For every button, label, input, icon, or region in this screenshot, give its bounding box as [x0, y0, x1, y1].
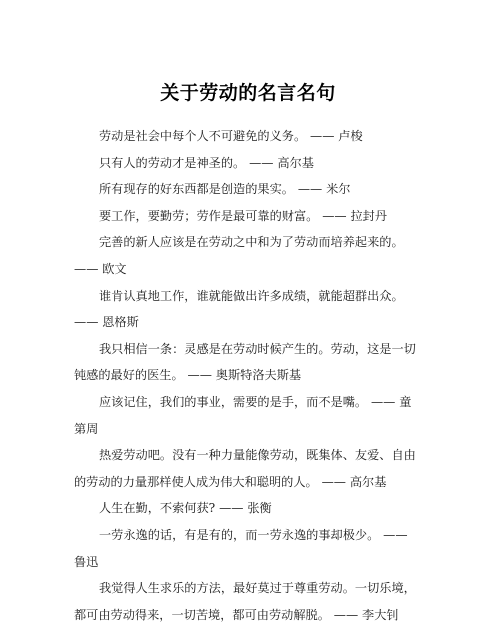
quote-item: 人生在勤，不索何获? —— 张衡: [99, 501, 272, 516]
quote-item: 我只相信一条：灵感是在劳动时候产生的。劳动，这是一切钝感的最好的医生。 —— 奥斯特洛夫斯基: [74, 341, 416, 383]
quote-item: 应该记住，我们的事业，需要的是手，而不是嘴。 —— 童第周: [74, 394, 412, 436]
quote-item: 所有现存的好东西都是创造的果实。 —— 米尔: [99, 182, 351, 197]
quote-item: 一劳永逸的话，有是有的，而一劳永逸的事却极少。 —— 鲁迅: [74, 527, 408, 569]
quote-item: 我觉得人生求乐的方法，最好莫过于尊重劳动。一切乐境，都可由劳动得来，一切苦境，都可由劳动解脱。 —— 李大钊: [74, 581, 416, 622]
quote-item: 要工作，要勤劳；劳作是最可靠的财富。 —— 拉封丹: [99, 208, 388, 223]
quote-item: 谁肯认真地工作，谁就能做出许多成绩，就能超群出众。—— 恩格斯: [74, 288, 404, 330]
quote-item: 热爱劳动吧。没有一种力量能像劳动，既集体、友爱、自由的劳动的力量那样使人成为伟大和聪明的人。 —— 高尔基: [74, 448, 416, 489]
quote-list: [74, 123, 422, 628]
quote-item: 只有人的劳动才是神圣的。 —— 高尔基: [99, 155, 314, 170]
quote-item: 劳动是社会中每个人不可避免的义务。 —— 卢梭: [99, 129, 363, 143]
quote-item: 完善的新人应该是在劳动之中和为了劳动而培养起来的。 —— 欧文: [74, 235, 404, 276]
document-title: 关于劳动的名言名句: [160, 82, 336, 104]
